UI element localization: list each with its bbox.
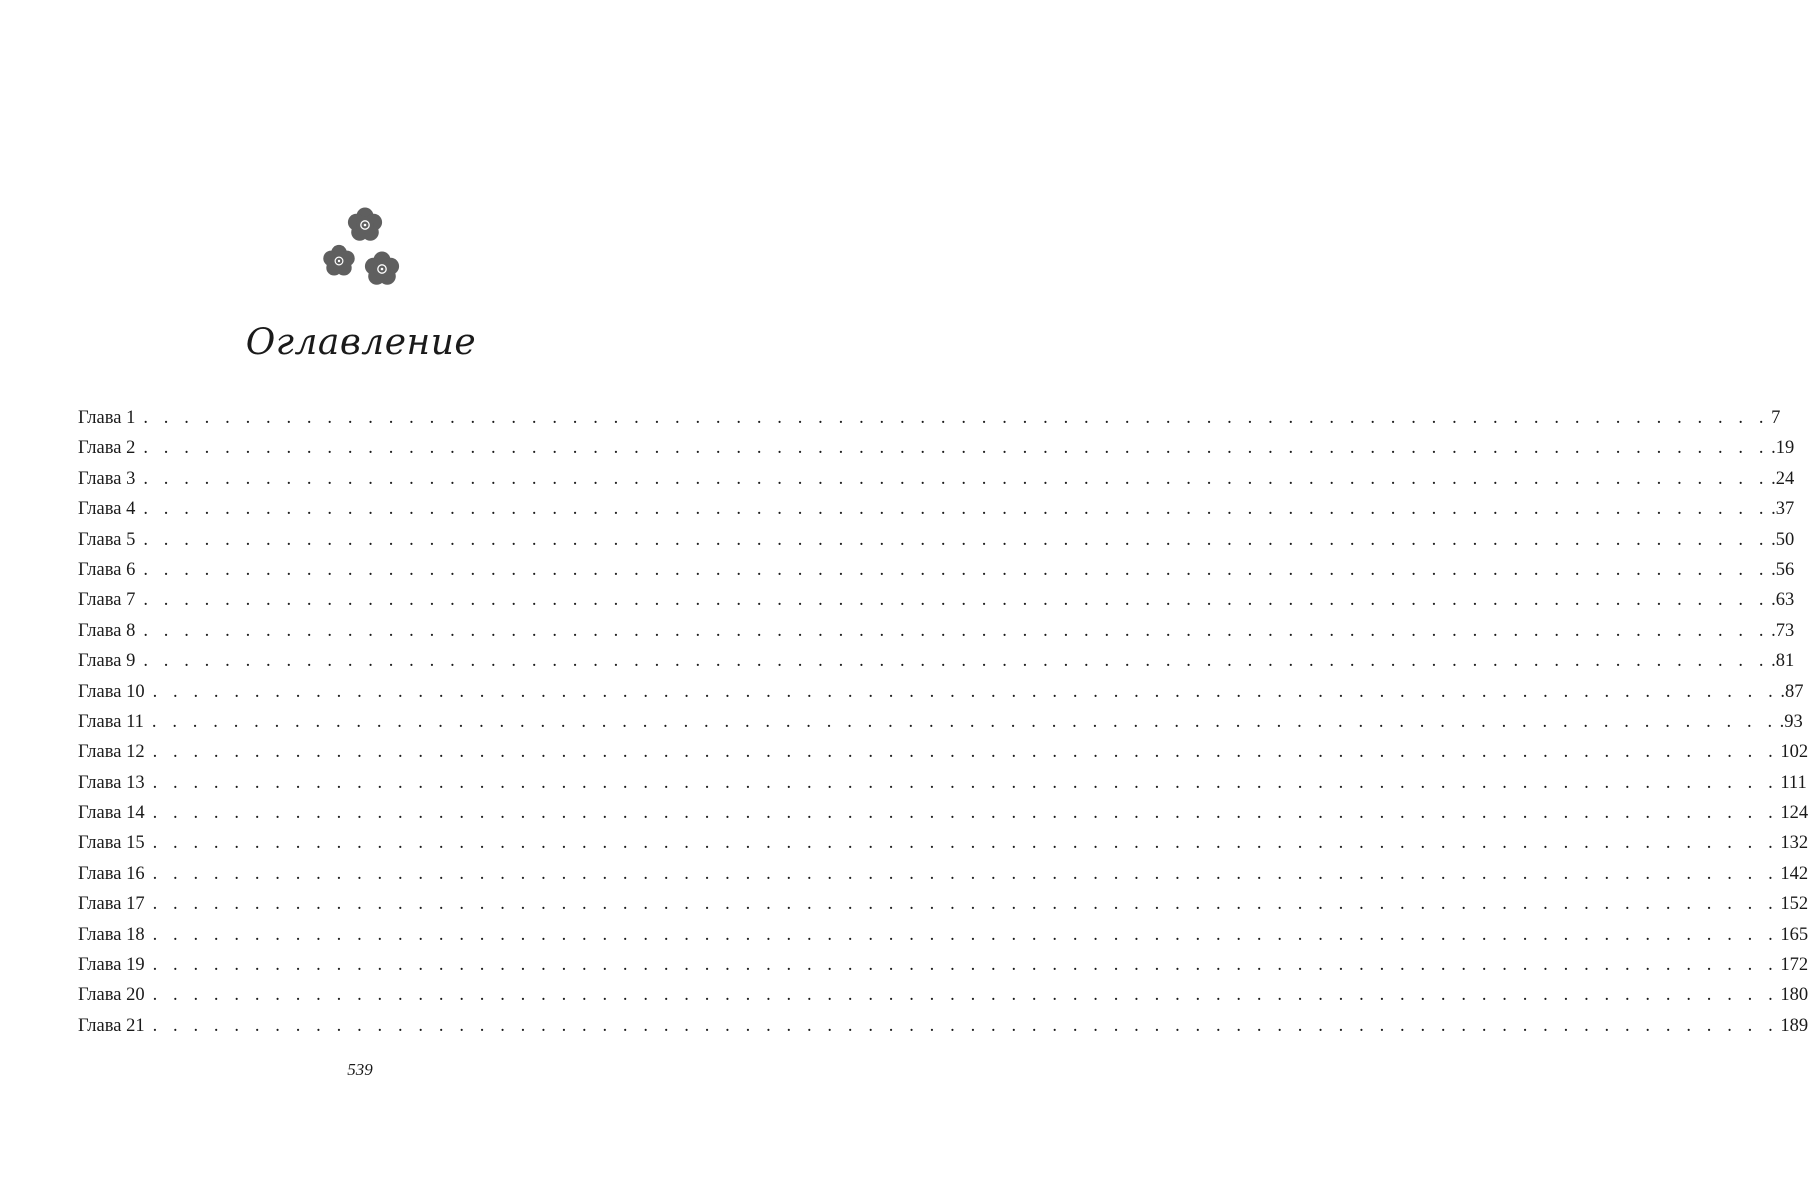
toc-entry-page: 7	[1771, 408, 1781, 428]
toc-entry-page: 132	[1780, 833, 1808, 854]
toc-entry	[78, 494, 1795, 524]
toc-entry-page: .81	[1771, 651, 1795, 672]
toc-entry-label: Глава 1	[78, 408, 136, 428]
toc-entry-label: Глава 5	[78, 529, 136, 550]
toc-dot-leader: . . . . . . . . . . . . . . . . . . . . . . . . . . . . . . . . . . . . . . . . . . . . . . . . . . . . . . . . . . . . . . . . . . . . . . . . . . . . . . . .	[143, 468, 1770, 489]
toc-entry-page: 152	[1780, 894, 1808, 915]
toc-entry-label: Глава 14	[78, 803, 145, 824]
toc-entry-page: .87	[1780, 681, 1804, 702]
flower-left-icon	[323, 245, 354, 276]
toc-entry-page: 172	[1780, 955, 1808, 976]
toc-entry-label: Глава 20	[78, 985, 145, 1006]
toc-dot-leader: . . . . . . . . . . . . . . . . . . . . . . . . . . . . . . . . . . . . . . . . . . . . . . . . . . . . . . . . . . . . . . . . . . . . . . . . . . . . . . . .	[152, 833, 1779, 854]
toc-entry-page: 142	[1780, 863, 1808, 884]
toc-entry-label: Глава 18	[78, 924, 145, 945]
toc-entry-label: Глава 17	[78, 894, 145, 915]
toc-entry-label: Глава 9	[78, 651, 136, 672]
toc-entry	[78, 646, 1795, 676]
toc-entry-label: Глава 4	[78, 499, 136, 520]
toc-entry-page: .56	[1771, 559, 1795, 580]
toc-entry	[78, 707, 1803, 737]
toc-dot-leader: . . . . . . . . . . . . . . . . . . . . . . . . . . . . . . . . . . . . . . . . . . . . . . . . . . . . . . . . . . . . . . . . . . . . . . . . . . . . . . . .	[143, 590, 1770, 611]
toc-entry	[78, 768, 1807, 798]
toc-entry-page: .19	[1771, 438, 1795, 459]
toc-dot-leader: . . . . . . . . . . . . . . . . . . . . . . . . . . . . . . . . . . . . . . . . . . . . . . . . . . . . . . . . . . . . . . . . . . . . . . . . . . . . . . . .	[152, 1015, 1779, 1036]
toc-entry-page: 124	[1780, 803, 1808, 824]
toc-entry	[78, 798, 1808, 828]
toc-entry-page: 102	[1780, 742, 1808, 763]
toc-entry	[78, 737, 1808, 767]
toc-entry	[78, 616, 1795, 646]
toc-entry-page: .37	[1771, 499, 1795, 520]
toc-dot-leader: . . . . . . . . . . . . . . . . . . . . . . . . . . . . . . . . . . . . . . . . . . . . . . . . . . . . . . . . . . . . . . . . . . . . . . . . . . . . . . . .	[143, 438, 1770, 459]
table-of-contents	[78, 403, 1808, 1041]
toc-entry-page: 180	[1780, 985, 1808, 1006]
toc-entry-label: Глава 3	[78, 468, 136, 489]
toc-dot-leader: . . . . . . . . . . . . . . . . . . . . . . . . . . . . . . . . . . . . . . . . . . . . . . . . . . . . . . . . . . . . . . . . . . . . . . . . . . . . . . . .	[143, 529, 1770, 550]
toc-entry-label: Глава 10	[78, 681, 145, 702]
toc-entry	[78, 403, 1781, 433]
toc-entry	[78, 950, 1808, 980]
toc-entry-label: Глава 19	[78, 955, 145, 976]
toc-dot-leader: . . . . . . . . . . . . . . . . . . . . . . . . . . . . . . . . . . . . . . . . . . . . . . . . . . . . . . . . . . . . . . . . . . . . . . . . . . . . . . . .	[143, 499, 1770, 520]
toc-dot-leader: . . . . . . . . . . . . . . . . . . . . . . . . . . . . . . . . . . . . . . . . . . . . . . . . . . . . . . . . . . . . . . . . . . . . . . . . . . . . . . . .	[152, 772, 1779, 793]
toc-entry-label: Глава 8	[78, 620, 136, 641]
toc-entry	[78, 828, 1808, 858]
toc-dot-leader: . . . . . . . . . . . . . . . . . . . . . . . . . . . . . . . . . . . . . . . . . . . . . . . . . . . . . . . . . . . . . . . . . . . . . . . . . . . . . . . .	[152, 863, 1779, 884]
toc-entry-page: 111	[1780, 772, 1807, 793]
toc-entry-label: Глава 15	[78, 833, 145, 854]
toc-dot-leader: . . . . . . . . . . . . . . . . . . . . . . . . . . . . . . . . . . . . . . . . . . . . . . . . . . . . . . . . . . . . . . . . . . . . . . . . . . . . . . . .	[143, 620, 1770, 641]
toc-entry-label: Глава 12	[78, 742, 145, 763]
toc-entry	[78, 525, 1795, 555]
toc-dot-leader: . . . . . . . . . . . . . . . . . . . . . . . . . . . . . . . . . . . . . . . . . . . . . . . . . . . . . . . . . . . . . . . . . . . . . . . . . . . . . . . .	[143, 559, 1770, 580]
toc-entry-page: .73	[1771, 620, 1795, 641]
toc-entry-label: Глава 21	[78, 1015, 145, 1036]
toc-entry-page: .93	[1779, 711, 1803, 732]
toc-dot-leader: . . . . . . . . . . . . . . . . . . . . . . . . . . . . . . . . . . . . . . . . . . . . . . . . . . . . . . . . . . . . . . . . . . . . . . . . . . . . . . . .	[143, 651, 1770, 672]
flower-right-icon	[365, 252, 399, 285]
toc-entry-page: 165	[1780, 924, 1808, 945]
toc-entry	[78, 464, 1795, 494]
toc-entry	[78, 889, 1808, 919]
toc-dot-leader: . . . . . . . . . . . . . . . . . . . . . . . . . . . . . . . . . . . . . . . . . . . . . . . . . . . . . . . . . . . . . . . . . . . . . . . . . . . . . . . .	[152, 803, 1779, 824]
toc-entry	[78, 677, 1804, 707]
page-number: 539	[347, 1060, 373, 1079]
toc-dot-leader: . . . . . . . . . . . . . . . . . . . . . . . . . . . . . . . . . . . . . . . . . . . . . . . . . . . . . . . . . . . . . . . . . . . . . . . . . . . . . . . .	[152, 742, 1779, 763]
toc-entry-label: Глава 7	[78, 590, 136, 611]
toc-entry-page: .63	[1771, 590, 1795, 611]
page-title: Оглавление	[245, 322, 477, 363]
toc-dot-leader: . . . . . . . . . . . . . . . . . . . . . . . . . . . . . . . . . . . . . . . . . . . . . . . . . . . . . . . . . . . . . . . . . . . . . . . . . . . . . . . .	[152, 681, 1779, 702]
toc-dot-leader: . . . . . . . . . . . . . . . . . . . . . . . . . . . . . . . . . . . . . . . . . . . . . . . . . . . . . . . . . . . . . . . . . . . . . . . . . . . . . . . .	[152, 985, 1779, 1006]
toc-entry	[78, 920, 1808, 950]
toc-entry-label: Глава 6	[78, 559, 136, 580]
toc-entry	[78, 859, 1808, 889]
toc-entry-label: Глава 16	[78, 863, 145, 884]
toc-dot-leader: . . . . . . . . . . . . . . . . . . . . . . . . . . . . . . . . . . . . . . . . . . . . . . . . . . . . . . . . . . . . . . . . . . . . . . . . . . . . . . . .	[143, 408, 1770, 428]
toc-dot-leader: . . . . . . . . . . . . . . . . . . . . . . . . . . . . . . . . . . . . . . . . . . . . . . . . . . . . . . . . . . . . . . . . . . . . . . . . . . . . . . . .	[151, 711, 1778, 732]
toc-entry-page: .50	[1771, 529, 1795, 550]
toc-dot-leader: . . . . . . . . . . . . . . . . . . . . . . . . . . . . . . . . . . . . . . . . . . . . . . . . . . . . . . . . . . . . . . . . . . . . . . . . . . . . . . . .	[152, 924, 1779, 945]
flower-top-icon	[348, 208, 382, 241]
toc-entry	[78, 1011, 1808, 1041]
toc-entry-label: Глава 2	[78, 438, 136, 459]
toc-dot-leader: . . . . . . . . . . . . . . . . . . . . . . . . . . . . . . . . . . . . . . . . . . . . . . . . . . . . . . . . . . . . . . . . . . . . . . . . . . . . . . . .	[152, 894, 1779, 915]
toc-entry	[78, 980, 1808, 1010]
toc-dot-leader: . . . . . . . . . . . . . . . . . . . . . . . . . . . . . . . . . . . . . . . . . . . . . . . . . . . . . . . . . . . . . . . . . . . . . . . . . . . . . . . .	[152, 955, 1779, 976]
toc-entry-label: Глава 11	[78, 711, 144, 732]
toc-entry-page: .24	[1771, 468, 1795, 489]
toc-entry	[78, 555, 1795, 585]
three-flowers-icon	[318, 200, 410, 296]
toc-entry	[78, 585, 1795, 615]
toc-entry-label: Глава 13	[78, 772, 145, 793]
toc-entry	[78, 433, 1795, 463]
toc-entry-page: 189	[1780, 1015, 1808, 1036]
